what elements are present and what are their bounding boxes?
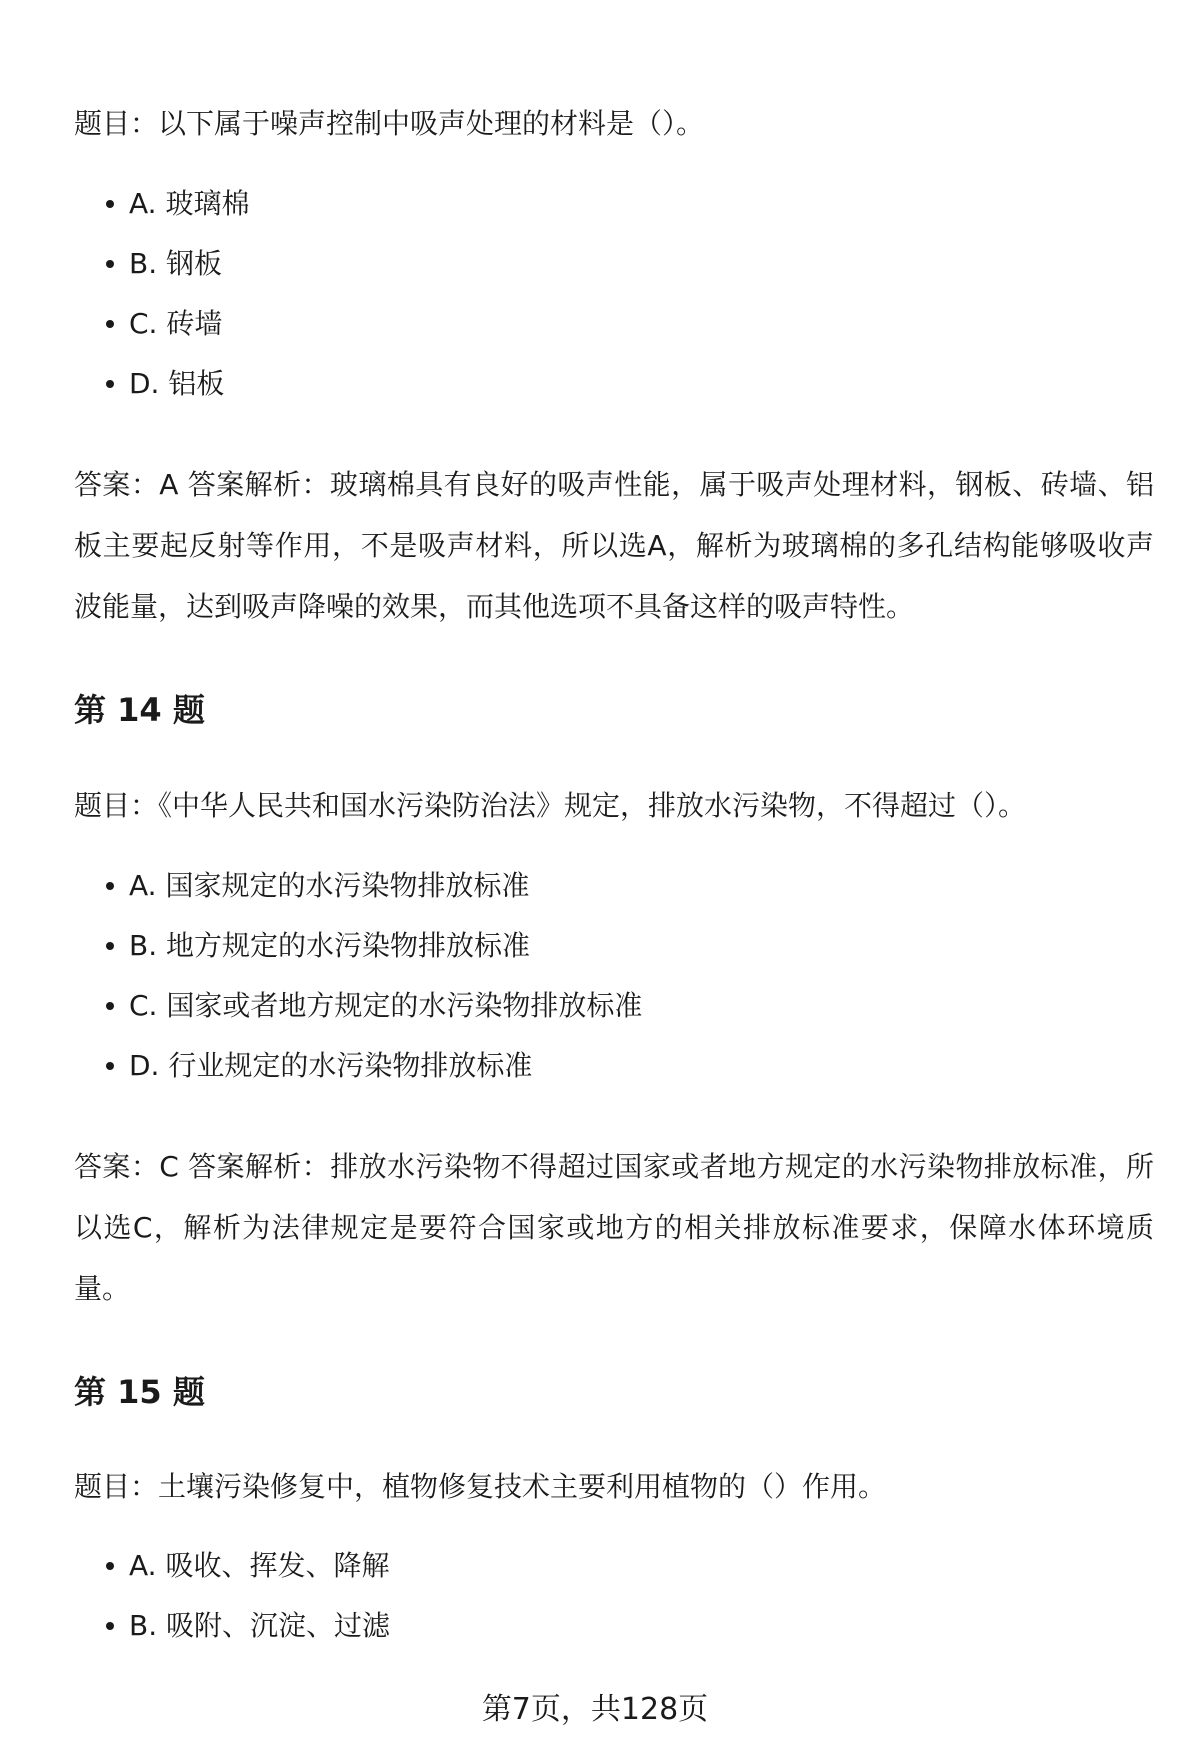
option-item	[74, 986, 642, 1026]
bullet-icon	[106, 882, 114, 890]
bullet-icon	[106, 1622, 114, 1630]
option-label: B. 钢板	[129, 247, 223, 280]
question-13-answer: 答案：A 答案解析：玻璃棉具有良好的吸声性能，属于吸声处理材料，钢板、砖墙、铝板主要起反射等作用，不是吸声材料，所以选A，解析为玻璃棉的多孔结构能够吸收声波能量，达到吸声降噪的效果，而其他选项不具备这样的吸声特性。	[74, 468, 1154, 623]
option-item	[74, 926, 642, 966]
option-label: A. 玻璃棉	[129, 187, 250, 220]
option-item	[74, 364, 249, 404]
question-13-text: 题目：以下属于噪声控制中吸声处理的材料是（）。	[74, 107, 705, 140]
question-14-heading: 第 14 题	[74, 691, 205, 729]
option-label: B. 地方规定的水污染物排放标准	[129, 929, 531, 962]
question-15-options	[74, 1546, 390, 1666]
question-14-answer: 答案：C 答案解析：排放水污染物不得超过国家或者地方规定的水污染物排放标准，所以选C，解析为法律规定是要符合国家或地方的相关排放标准要求，保障水体环境质量。	[74, 1150, 1154, 1305]
bullet-icon	[106, 380, 114, 388]
option-label: C. 砖墙	[129, 307, 223, 340]
option-label: A. 吸收、挥发、降解	[129, 1549, 390, 1582]
bullet-icon	[106, 1562, 114, 1570]
question-13-options	[74, 184, 249, 424]
page-number-footer: 第7页，共128页	[481, 1692, 709, 1727]
question-15-heading: 第 15 题	[74, 1373, 205, 1411]
option-item	[74, 866, 642, 906]
option-label: C. 国家或者地方规定的水污染物排放标准	[129, 989, 643, 1022]
option-item	[74, 1606, 390, 1646]
question-15-text: 题目：土壤污染修复中，植物修复技术主要利用植物的（）作用。	[74, 1470, 887, 1503]
bullet-icon	[106, 1002, 114, 1010]
option-item	[74, 244, 249, 284]
option-label: A. 国家规定的水污染物排放标准	[129, 869, 530, 902]
option-label: D. 铝板	[129, 367, 225, 400]
option-item	[74, 304, 249, 344]
option-item	[74, 1046, 642, 1086]
option-label: B. 吸附、沉淀、过滤	[129, 1609, 391, 1642]
option-item	[74, 1546, 390, 1586]
bullet-icon	[106, 200, 114, 208]
bullet-icon	[106, 1062, 114, 1070]
option-label: D. 行业规定的水污染物排放标准	[129, 1049, 533, 1082]
bullet-icon	[106, 942, 114, 950]
option-item	[74, 184, 249, 224]
bullet-icon	[106, 260, 114, 268]
question-14-text: 题目：《中华人民共和国水污染防治法》规定，排放水污染物，不得超过（）。	[74, 789, 1027, 822]
bullet-icon	[106, 320, 114, 328]
question-14-options	[74, 866, 642, 1106]
